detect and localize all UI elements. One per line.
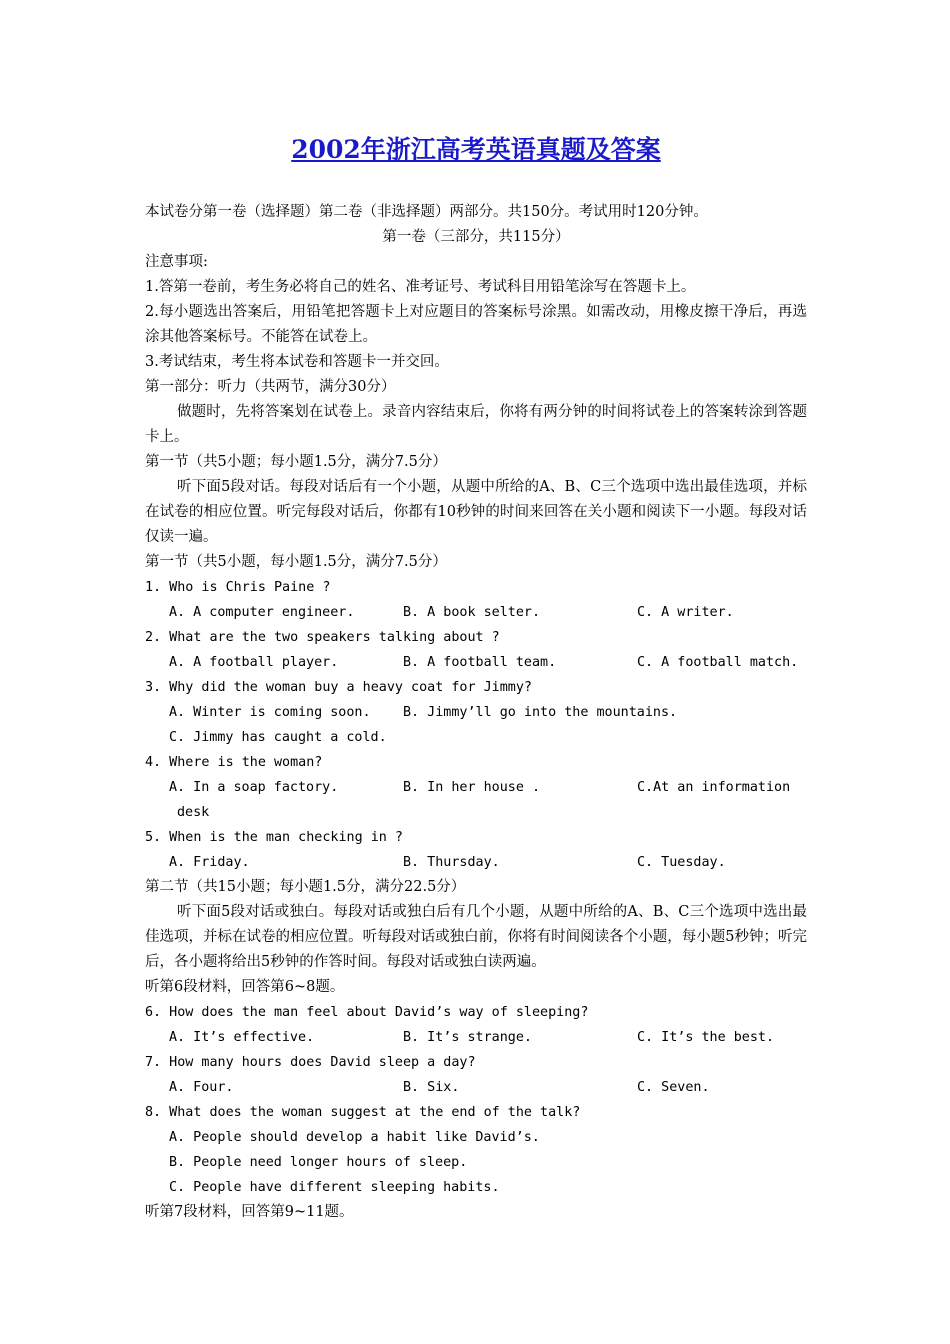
- option-a: A. Four.: [169, 1080, 234, 1095]
- note-item: 2.每小题选出答案后，用铅笔把答题卡上对应题目的答案标号涂黑。如需改动，用橡皮擦干净后，再选涂其他答案标号。不能答在试卷上。: [145, 304, 807, 345]
- question-3: 3. Why did the woman buy a heavy coat for Jimmy?: [145, 680, 532, 695]
- option-c: C. Seven.: [637, 1080, 710, 1095]
- option-b: B. People need longer hours of sleep.: [169, 1155, 468, 1170]
- question-3-options: [145, 700, 807, 725]
- question-1: 1. Who is Chris Paine ?: [145, 580, 331, 595]
- option-b: B. Six.: [403, 1080, 460, 1095]
- part-instructions: 做题时，先将答案划在试卷上。录音内容结束后，你将有两分钟的时间将试卷上的答案转涂到答题卡上。: [145, 404, 807, 445]
- question-2: 2. What are the two speakers talking about ?: [145, 630, 500, 645]
- section-heading: 第一节（共5小题，每小题1.5分，满分7.5分）: [145, 554, 447, 570]
- option-b: B. A football team.: [403, 655, 557, 670]
- question-8: 8. What does the woman suggest at the end of the talk?: [145, 1105, 581, 1120]
- note-item: 3.考试结束，考生将本试卷和答题卡一并交回。: [145, 354, 449, 370]
- question-4-options: [145, 775, 807, 800]
- option-c: C. Tuesday.: [637, 855, 726, 870]
- option-b: B. It’s strange.: [403, 1030, 532, 1045]
- option-a: A. Winter is coming soon.: [169, 705, 371, 720]
- question-5-options: [145, 850, 807, 875]
- question-2-options: [145, 650, 807, 675]
- question-7-options: [145, 1075, 807, 1100]
- option-a: A. People should develop a habit like David’s.: [169, 1130, 540, 1145]
- option-b: B. A book selter.: [403, 605, 541, 620]
- option-c: C.At an information: [637, 780, 791, 795]
- section-instructions: 听下面5段对话。每段对话后有一个小题，从题中所给的A、B、C三个选项中选出最佳选项，并标在试卷的相应位置。听完每段对话后，你都有10秒钟的时间来回答在关小题和阅读下一小题。每段对话仅读一遍。: [145, 479, 807, 545]
- material-heading: 听第6段材料，回答第6~8题。: [145, 979, 345, 995]
- option-a: A. Friday.: [169, 855, 250, 870]
- question-7: 7. How many hours does David sleep a day?: [145, 1055, 476, 1070]
- question-5: 5. When is the man checking in ?: [145, 830, 403, 845]
- question-1-options: [145, 600, 807, 625]
- option-c-continued: desk: [177, 805, 210, 820]
- note-item: 1.答第一卷前，考生务必将自己的姓名、准考证号、考试科目用铅笔涂写在答题卡上。: [145, 279, 696, 295]
- option-a: A. In a soap factory.: [169, 780, 339, 795]
- document-title[interactable]: 2002年浙江高考英语真题及答案: [291, 135, 661, 164]
- document-page: [145, 130, 807, 1225]
- option-c: C. A football match.: [637, 655, 799, 670]
- intro-text: 本试卷分第一卷（选择题）第二卷（非选择题）两部分。共150分。考试用时120分钟。: [145, 204, 708, 220]
- option-a: A. It’s effective.: [169, 1030, 315, 1045]
- option-a: A. A football player.: [169, 655, 339, 670]
- material-heading: 听第7段材料，回答第9~11题。: [145, 1204, 354, 1220]
- option-c: C. A writer.: [637, 605, 734, 620]
- option-b: B. Jimmy’ll go into the mountains.: [403, 705, 678, 720]
- question-4: 4. Where is the woman?: [145, 755, 323, 770]
- notes-heading: 注意事项:: [145, 254, 208, 270]
- option-c: C. Jimmy has caught a cold.: [169, 730, 387, 745]
- option-c: C. People have different sleeping habits.: [169, 1180, 500, 1195]
- question-6-options: [145, 1025, 807, 1050]
- option-a: A. A computer engineer.: [169, 605, 355, 620]
- question-6: 6. How does the man feel about David’s way of sleeping?: [145, 1005, 589, 1020]
- option-c: C. It’s the best.: [637, 1030, 775, 1045]
- section-heading: 第一节（共5小题；每小题1.5分，满分7.5分）: [145, 454, 447, 470]
- part-heading: 第一部分：听力（共两节，满分30分）: [145, 379, 396, 395]
- volume-heading: 第一卷（三部分，共115分）: [382, 229, 570, 245]
- section-heading: 第二节（共15小题；每小题1.5分，满分22.5分）: [145, 879, 466, 895]
- option-b: B. In her house .: [403, 780, 541, 795]
- section-instructions: 听下面5段对话或独白。每段对话或独白后有几个小题，从题中所给的A、B、C三个选项中选出最佳选项，并标在试卷的相应位置。听每段对话或独白前，你将有时间阅读各个小题，每小题5秒钟；听完后，各小题将给出5秒钟的作答时间。每段对话或独白读两遍。: [145, 904, 807, 970]
- option-b: B. Thursday.: [403, 855, 500, 870]
